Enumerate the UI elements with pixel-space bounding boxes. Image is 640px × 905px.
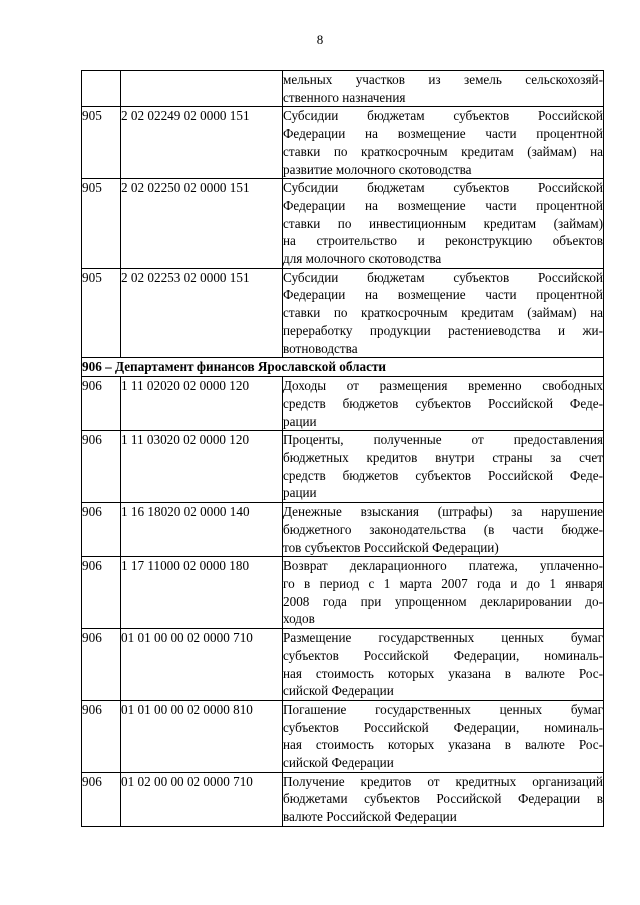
description-line: го в период с 1 марта 2007 года и до 1 января xyxy=(283,575,603,591)
description-line: Денежные взыскания (штрафы) за нарушение xyxy=(283,504,603,520)
admin-code-cell: 906 xyxy=(82,431,121,503)
description-line: валюте Российской Федерации xyxy=(283,809,457,825)
table-body xyxy=(82,71,604,827)
description-cell xyxy=(283,503,604,557)
description-cell xyxy=(283,557,604,629)
admin-code-cell: 906 xyxy=(82,557,121,629)
description-line: Размещение государственных ценных бумаг xyxy=(283,630,603,646)
revenue-code-cell: 1 11 03020 02 0000 120 xyxy=(121,431,283,503)
description-line: ставки по краткосрочным кредитам (займам) на xyxy=(283,143,603,159)
description-line: средств бюджетов субъектов Российской Феде- xyxy=(283,467,603,483)
admin-code-cell: 905 xyxy=(82,268,121,358)
description-line: ставки по инвестиционным кредитам (займам) xyxy=(283,215,603,231)
revenue-code-cell: 01 02 00 00 02 0000 710 xyxy=(121,772,283,826)
description-cell xyxy=(283,629,604,701)
description-line: Федерации на возмещение части процентной xyxy=(283,197,603,213)
description-line: вотноводства xyxy=(283,340,358,356)
description-line: средств бюджетов субъектов Российской Феде- xyxy=(283,395,603,411)
description-cell xyxy=(283,268,604,358)
admin-code-cell: 906 xyxy=(82,700,121,772)
table-row xyxy=(82,629,604,701)
description-line: Возврат декларационного платежа, уплаченно- xyxy=(283,558,603,574)
section-header-row xyxy=(82,358,604,377)
description-cell xyxy=(283,71,604,107)
description-cell xyxy=(283,431,604,503)
table-row xyxy=(82,179,604,269)
description-line: 2008 года при упрощенном декларировании до- xyxy=(283,593,603,609)
description-cell xyxy=(283,179,604,269)
admin-code-cell: 905 xyxy=(82,179,121,269)
description-line: бюджетами субъектов Российской Федерации в xyxy=(283,791,603,807)
page-number: 8 xyxy=(316,32,324,47)
description-line: бюджетного законодательства (в части бюдже- xyxy=(283,521,603,537)
description-line: для молочного скотоводства xyxy=(283,251,442,267)
revenue-code-cell: 2 02 02253 02 0000 151 xyxy=(121,268,283,358)
table-row xyxy=(82,268,604,358)
description-cell xyxy=(283,377,604,431)
description-line: переработку продукции растениеводства и жи- xyxy=(283,322,603,338)
description-line: ходов xyxy=(283,611,315,627)
description-line: бюджетных кредитов внутри страны за счет xyxy=(283,450,603,466)
table-row xyxy=(82,700,604,772)
description-line: тов субъектов Российской Федерации) xyxy=(283,539,499,555)
description-line: субъектов Российской Федерации, номиналь- xyxy=(283,647,603,663)
description-line: Доходы от размещения временно свободных xyxy=(283,378,603,394)
revenue-code-cell: 01 01 00 00 02 0000 710 xyxy=(121,629,283,701)
description-line: Федерации на возмещение части процентной xyxy=(283,126,603,142)
table-row xyxy=(82,431,604,503)
revenue-code-cell: 2 02 02249 02 0000 151 xyxy=(121,107,283,179)
description-line: Федерации на возмещение части процентной xyxy=(283,287,603,303)
table-row xyxy=(82,71,604,107)
description-line: рации xyxy=(283,413,317,429)
description-line: ственного назначения xyxy=(283,89,406,105)
admin-code-cell: 906 xyxy=(82,377,121,431)
description-line: на строительство и реконструкцию объектов xyxy=(283,233,603,249)
revenue-code-cell: 1 11 02020 02 0000 120 xyxy=(121,377,283,431)
description-cell xyxy=(283,700,604,772)
section-title: 906 – Департамент финансов Ярославской области xyxy=(82,358,604,377)
description-line: Проценты, полученные от предоставления xyxy=(283,432,603,448)
description-line: субъектов Российской Федерации, номиналь- xyxy=(283,719,603,735)
description-line: Субсидии бюджетам субъектов Российской xyxy=(283,269,603,285)
table-row xyxy=(82,107,604,179)
description-line: ная стоимость которых указана в валюте Рос- xyxy=(283,665,603,681)
revenue-code-cell xyxy=(121,71,283,107)
admin-code-cell: 906 xyxy=(82,772,121,826)
table-row xyxy=(82,557,604,629)
admin-code-cell: 906 xyxy=(82,629,121,701)
table-row xyxy=(82,503,604,557)
description-line: рации xyxy=(283,485,317,501)
table-row xyxy=(82,772,604,826)
description-line: ная стоимость которых указана в валюте Рос- xyxy=(283,737,603,753)
admin-code-cell: 906 xyxy=(82,503,121,557)
budget-classification-table xyxy=(81,70,604,827)
description-line: Погашение государственных ценных бумаг xyxy=(283,701,603,717)
description-line: Получение кредитов от кредитных организаций xyxy=(283,773,603,789)
revenue-code-cell: 1 16 18020 02 0000 140 xyxy=(121,503,283,557)
revenue-code-cell: 1 17 11000 02 0000 180 xyxy=(121,557,283,629)
description-line: Субсидии бюджетам субъектов Российской xyxy=(283,180,603,196)
admin-code-cell: 905 xyxy=(82,107,121,179)
description-line: сийской Федерации xyxy=(283,755,394,771)
description-cell xyxy=(283,772,604,826)
description-line: мельных участков из земель сельскохозяй- xyxy=(283,72,603,87)
description-line: сийской Федерации xyxy=(283,683,394,699)
description-line: Субсидии бюджетам субъектов Российской xyxy=(283,108,603,124)
description-line: ставки по краткосрочным кредитам (займам) на xyxy=(283,305,603,321)
revenue-code-cell: 01 01 00 00 02 0000 810 xyxy=(121,700,283,772)
admin-code-cell xyxy=(82,71,121,107)
revenue-code-cell: 2 02 02250 02 0000 151 xyxy=(121,179,283,269)
table-row xyxy=(82,377,604,431)
description-cell xyxy=(283,107,604,179)
description-line: развитие молочного скотоводства xyxy=(283,161,472,177)
